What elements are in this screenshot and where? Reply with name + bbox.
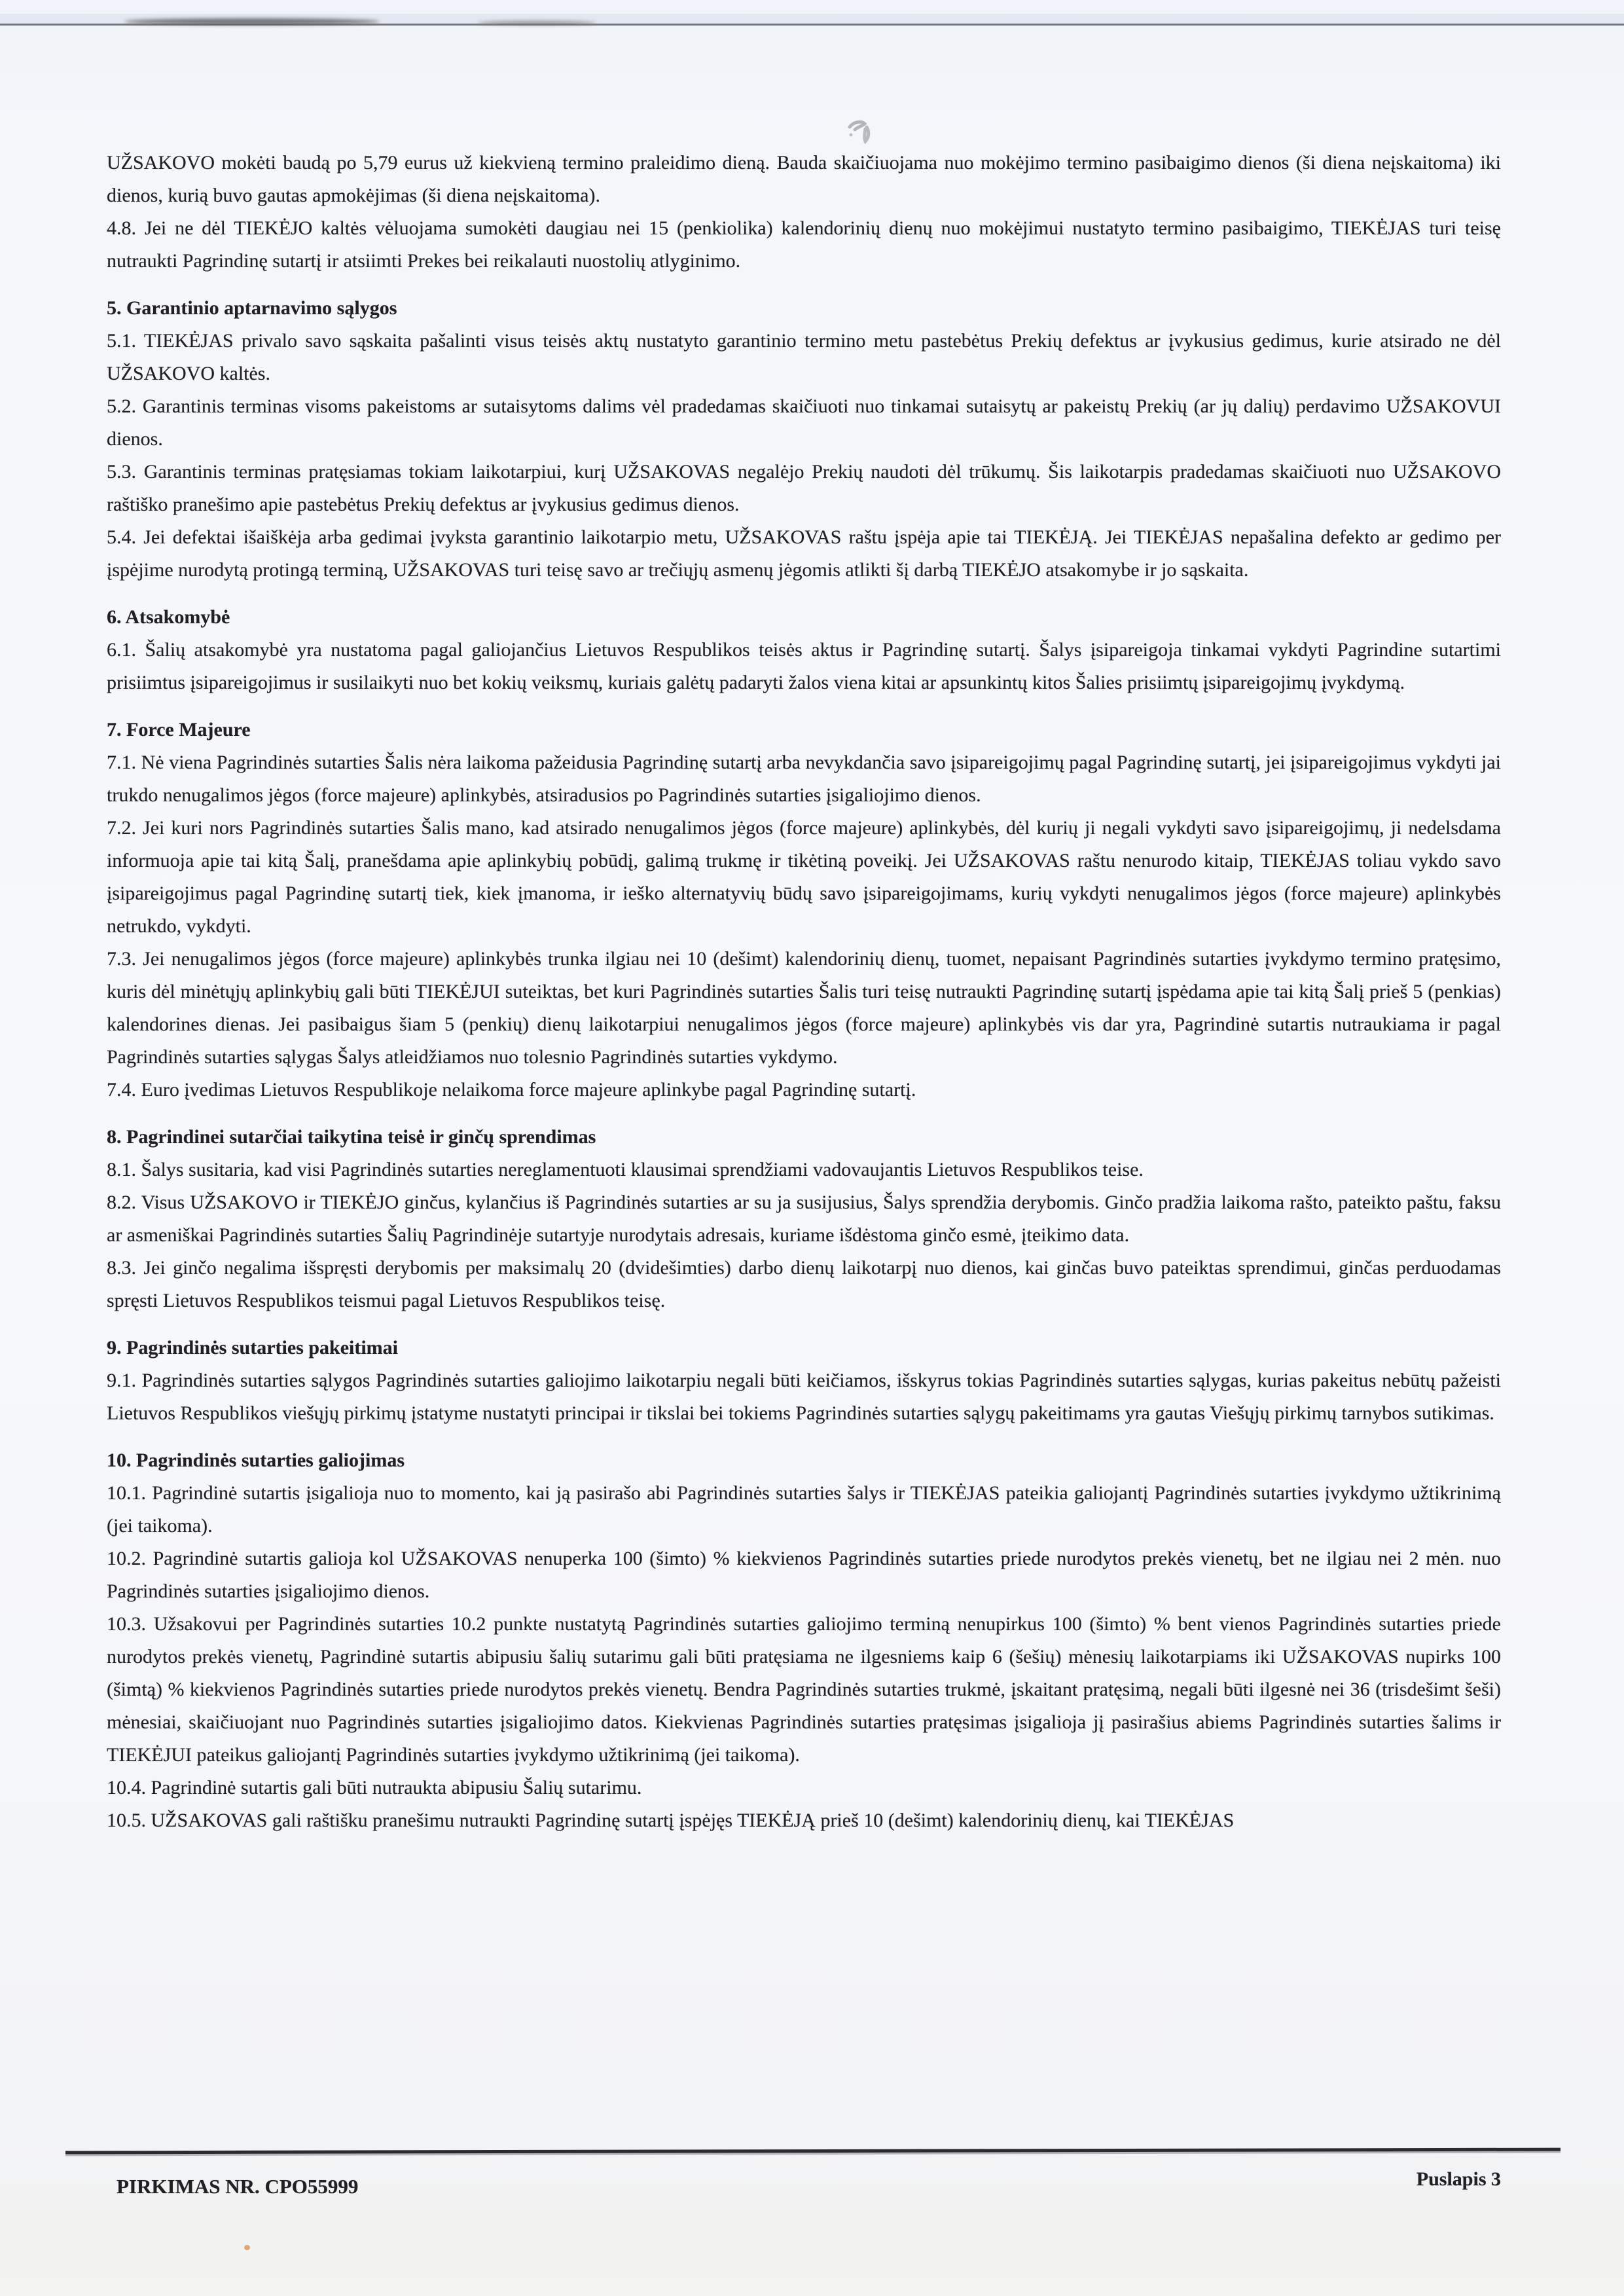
clause-4-7-continuation: UŽSAKOVO mokėti baudą po 5,79 eurus už kiekvieną termino praleidimo dieną. Bauda skaičiuojama nuo mokėjimo termino pasibaigimo dienos (ši diena neįskaitoma) iki dienos, kurią buvo gautas apmokėjimas (ši diena neįskaitoma).: [107, 152, 1501, 206]
clause-5-3: 5.3. Garantinis terminas pratęsiamas tokiam laikotarpiui, kurį UŽSAKOVAS negalėjo Prekių naudoti dėl trūkumų. Šis laikotarpis pradedamas skaičiuoti nuo UŽSAKOVO raštiško pranešimo apie pastebėtus Prekių defektus ar įvykusius gedimus dienos.: [107, 461, 1501, 515]
scanner-edge-smudge: [478, 21, 596, 25]
contract-body: [107, 147, 1501, 1837]
footer-page-number: Puslapis 3: [1416, 2168, 1501, 2190]
section-7-heading: 7. Force Majeure: [107, 719, 251, 740]
clause-8-2: 8.2. Visus UŽSAKOVO ir TIEKĖJO ginčus, kylančius iš Pagrindinės sutarties ar su ja susijusius, Šalys sprendžia derybomis. Ginčo pradžia laikoma rašto, pateikto paštu, faksu ar asmeniškai Pagrindinės sutarties Šalių Pagrindinėje sutartyje nurodytais adresais, kuriame išdėstoma ginčo esmė, įteikimo data.: [107, 1192, 1501, 1246]
clause-5-2: 5.2. Garantinis terminas visoms pakeistoms ar sutaisytoms dalims vėl pradedamas skaičiuoti nuo tinkamai sutaisytų ar pakeistų Prekių (ar jų dalių) perdavimo UŽSAKOVUI dienos.: [107, 395, 1501, 450]
clause-7-3: 7.3. Jei nenugalimos jėgos (force majeure) aplinkybės trunka ilgiau nei 10 (dešimt) kalendorinių dienų, tuomet, nepaisant Pagrindinės sutarties įvykdymo termino pratęsimo, kuris dėl minėtųjų aplinkybių gali būti TIEKĖJUI suteiktas, bet kuri Pagrindinės sutarties Šalis turi teisę nutraukti Pagrindinę sutartį įspėdama apie tai kitą Šalį prieš 5 (penkias) kalendorines dienas. Jei pasibaigus šiam 5 (penkių) dienų laikotarpiui nenugalimos jėgos (force majeure) aplinkybės vis dar yra, Pagrindinė sutartis nutraukiama ir pagal Pagrindinės sutarties sąlygas Šalys atleidžiamos nuo tolesnio Pagrindinės sutarties vykdymo.: [107, 948, 1501, 1068]
clause-10-4: 10.4. Pagrindinė sutartis gali būti nutraukta abipusiu Šalių sutarimu.: [107, 1777, 642, 1798]
clause-10-5: 10.5. UŽSAKOVAS gali raštišku pranešimu nutraukti Pagrindinę sutartį įspėjęs TIEKĖJĄ prieš 10 (dešimt) kalendorinių dienų, kai TIEKĖJAS: [107, 1810, 1235, 1831]
clause-8-3: 8.3. Jei ginčo negalima išspręsti derybomis per maksimalų 20 (dvidešimties) darbo dienų laikotarpį nuo dienos, kai ginčas buvo pateiktas sprendimui, ginčas perduodamas spręsti Lietuvos Respublikos teismui pagal Lietuvos Respublikos teisę.: [107, 1257, 1501, 1311]
clause-7-1: 7.1. Nė viena Pagrindinės sutarties Šalis nėra laikoma pažeidusia Pagrindinę sutartį arba nevykdančia savo įsipareigojimų pagal Pagrindinę sutartį, jei įsipareigojimus vykdyti jai trukdo nenugalimos jėgos (force majeure) aplinkybės, atsiradusios po Pagrindinės sutarties įsigaliojimo dienos.: [107, 752, 1501, 806]
section-8-heading: 8. Pagrindinei sutarčiai taikytina teisė ir ginčų sprendimas: [107, 1126, 596, 1148]
clause-10-1: 10.1. Pagrindinė sutartis įsigalioja nuo to momento, kai ją pasirašo abi Pagrindinės sutarties šalys ir TIEKĖJAS pateikia galiojantį Pagrindinės sutarties įvykdymo užtikrinimą (jei taikoma).: [107, 1482, 1501, 1537]
clause-6-1: 6.1. Šalių atsakomybė yra nustatoma pagal galiojančius Lietuvos Respublikos teisės aktus ir Pagrindinę sutartį. Šalys įsipareigoja tinkamai vykdyti Pagrindine sutartimi prisiimtus įsipareigojimus ir susilaikyti nuo bet kokių veiksmų, kuriais galėtų padaryti žalos viena kitai ar apsunkintų kitos Šalies prisiimtų įsipareigojimų įvykdymą.: [107, 639, 1501, 693]
clause-7-2: 7.2. Jei kuri nors Pagrindinės sutarties Šalis mano, kad atsirado nenugalimos jėgos (force majeure) aplinkybės, dėl kurių ji negali vykdyti savo įsipareigojimų, ji nedelsdama informuoja apie tai kitą Šalį, pranešdama apie aplinkybių pobūdį, galimą trukmę ir tikėtiną poveikį. Jei UŽSAKOVAS raštu nenurodo kitaip, TIEKĖJAS toliau vykdo savo įsipareigojimus pagal Pagrindinę sutartį tiek, kiek įmanoma, ir ieško alternatyvių būdų savo įsipareigojimams, kurių vykdyti nenugalimos jėgos (force majeure) aplinkybės netrukdo, vykdyti.: [107, 817, 1501, 937]
scanner-edge-smudge: [124, 18, 380, 25]
section-9-heading: 9. Pagrindinės sutarties pakeitimai: [107, 1337, 399, 1358]
footer-purchase-number: PIRKIMAS NR. CPO55999: [117, 2175, 359, 2198]
paper-fleck: [244, 2245, 250, 2250]
clause-5-4: 5.4. Jei defektai išaiškėja arba gedimai įvyksta garantinio laikotarpio metu, UŽSAKOVAS raštu įspėja apie tai TIEKĖJĄ. Jei TIEKĖJAS nepašalina defekto ar gedimo per įspėjime nurodytą protingą terminą, UŽSAKOVAS turi teisę savo ar trečiųjų asmenų jėgomis atlikti šį darbą TIEKĖJO atsakomybe ir jo sąskaita.: [107, 526, 1501, 581]
clause-10-3: 10.3. Užsakovui per Pagrindinės sutarties 10.2 punkte nustatytą Pagrindinės sutarties galiojimo terminą nenupirkus 100 (šimto) % bent vienos Pagrindinės sutarties priede nurodytos prekės vienetų, Pagrindinė sutartis abipusiu šalių sutarimu gali būti pratęsiama ne ilgesniems kaip 6 (šešių) mėnesių laikotarpiams iki UŽSAKOVAS nupirks 100 (šimtą) % kiekvienos Pagrindinės sutarties priede nurodytos prekės vienetų. Bendra Pagrindinės sutarties trukmė, įskaitant pratęsimą, negali būti ilgesnė nei 36 (trisdešimt šeši) mėnesiai, skaičiuojant nuo Pagrindinės sutarties įsigaliojimo datos. Kiekvienas Pagrindinės sutarties pratęsimas įsigalioja jį pasirašius abiems Pagrindinės sutarties šalims ir TIEKĖJUI pateikus galiojantį Pagrindinės sutarties įvykdymo užtikrinimą (jei taikoma).: [107, 1613, 1501, 1766]
clause-9-1: 9.1. Pagrindinės sutarties sąlygos Pagrindinės sutarties galiojimo laikotarpiu negali būti keičiamos, išskyrus tokias Pagrindinės sutarties sąlygas, kurias pakeitus nebūtų pažeisti Lietuvos Respublikos viešųjų pirkimų įstatyme nustatyti principai ir tikslai bei tokiems Pagrindinės sutarties sąlygų pakeitimams yra gautas Viešųjų pirkimų tarnybos sutikimas.: [107, 1370, 1501, 1424]
clause-5-1: 5.1. TIEKĖJAS privalo savo sąskaita pašalinti visus teisės aktų nustatyto garantinio termino metu pastebėtus Prekių defektus ar įvykusius gedimus, kurie atsirado ne dėl UŽSAKOVO kaltės.: [107, 330, 1501, 384]
clause-8-1: 8.1. Šalys susitaria, kad visi Pagrindinės sutarties nereglamentuoti klausimai sprendžiami vadovaujantis Lietuvos Respublikos teise.: [107, 1159, 1144, 1180]
footer-divider: [65, 2148, 1561, 2155]
section-5-heading: 5. Garantinio aptarnavimo sąlygos: [107, 297, 397, 319]
section-6-heading: 6. Atsakomybė: [107, 606, 230, 628]
clause-4-8: 4.8. Jei ne dėl TIEKĖJO kaltės vėluojama sumokėti daugiau nei 15 (penkiolika) kalendorinių dienų nuo mokėjimui nustatyto termino pasibaigimo, TIEKĖJAS turi teisę nutraukti Pagrindinę sutartį ir atsiimti Prekes bei reikalauti nuostolių atlyginimo.: [107, 217, 1501, 272]
section-10-heading: 10. Pagrindinės sutarties galiojimas: [107, 1449, 405, 1471]
clause-10-2: 10.2. Pagrindinė sutartis galioja kol UŽSAKOVAS nenuperka 100 (šimto) % kiekvienos Pagrindinės sutarties priede nurodytos prekės vienetų, bet ne ilgiau nei 2 mėn. nuo Pagrindinės sutarties įsigaliojimo dienos.: [107, 1548, 1501, 1602]
clause-7-4: 7.4. Euro įvedimas Lietuvos Respublikoje nelaikoma force majeure aplinkybe pagal Pagrindinę sutartį.: [107, 1079, 916, 1101]
